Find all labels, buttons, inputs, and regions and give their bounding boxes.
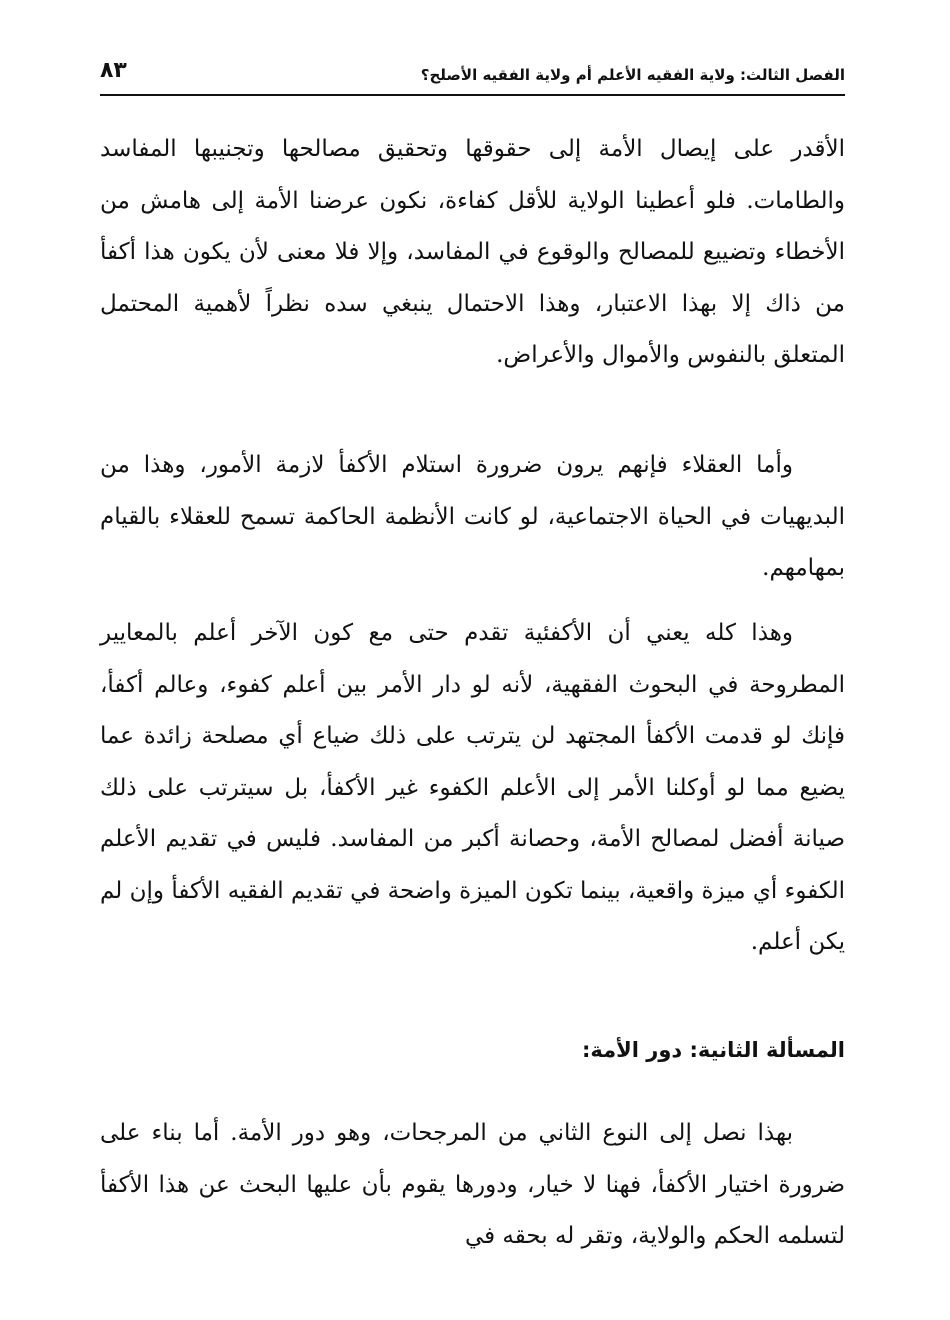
- chapter-title: الفصل الثالث: ولاية الفقيه الأعلم أم ولاية الفقيه الأصلح؟: [420, 66, 845, 84]
- paragraph-4: بهذا نصل إلى النوع الثاني من المرجحات، وهو دور الأمة. أما بناء على ضرورة اختيار الأكفأ، فهنا لا خيار، ودورها يقوم بأن عليها البحث عن هذا الأكفأ لتسلمه الحكم والولاية، وتقر له بحقه في: [100, 1120, 845, 1249]
- paragraph-1: الأقدر على إيصال الأمة إلى حقوقها وتحقيق مصالحها وتجنيبها المفاسد والطامات. فلو أعطينا الولاية للأقل كفاءة، نكون عرضنا الأمة إلى هامش من الأخطاء وتضييع للمصالح والوقوع في المفاسد، وإلا فلا معنى لأن يكون هذا أكفأ من ذاك إلا بهذا الاعتبار، وهذا الاحتمال ينبغي سده نظراً لأهمية المحتمل المتعلق بالنفوس والأموال والأعراض.: [100, 136, 845, 368]
- section-heading: المسألة الثانية: دور الأمة:: [582, 1038, 845, 1062]
- page-number: ٨٣: [100, 58, 127, 83]
- header-divider: [100, 94, 845, 96]
- paragraph-3: وهذا كله يعني أن الأكفئية تقدم حتى مع كون الآخر أعلم بالمعايير المطروحة في البحوث الفقهية، لأنه لو دار الأمر بين أعلم كفوء، وعالم أكفأ، فإنك لو قدمت الأكفأ المجتهد لن يترتب على ذلك ضياع أي مصلحة زائدة عما يضيع مما لو أوكلنا الأمر إلى الأعلم الكفوء غير الأكفأ، بل سيترتب على ذلك صيانة أفضل لمصالح الأمة، وحصانة أكبر من المفاسد. فليس في تقديم الأعلم الكفوء أي ميزة واقعية، بينما تكون الميزة واضحة في تقديم الفقيه الأكفأ وإن لم يكن أعلم.: [100, 620, 845, 955]
- paragraph-2: وأما العقلاء فإنهم يرون ضرورة استلام الأكفأ لازمة الأمور، وهذا من البديهيات في الحياة الاجتماعية، لو كانت الأنظمة الحاكمة تسمح للعقلاء بالقيام بمهامهم.: [100, 452, 845, 581]
- running-header: [100, 58, 845, 94]
